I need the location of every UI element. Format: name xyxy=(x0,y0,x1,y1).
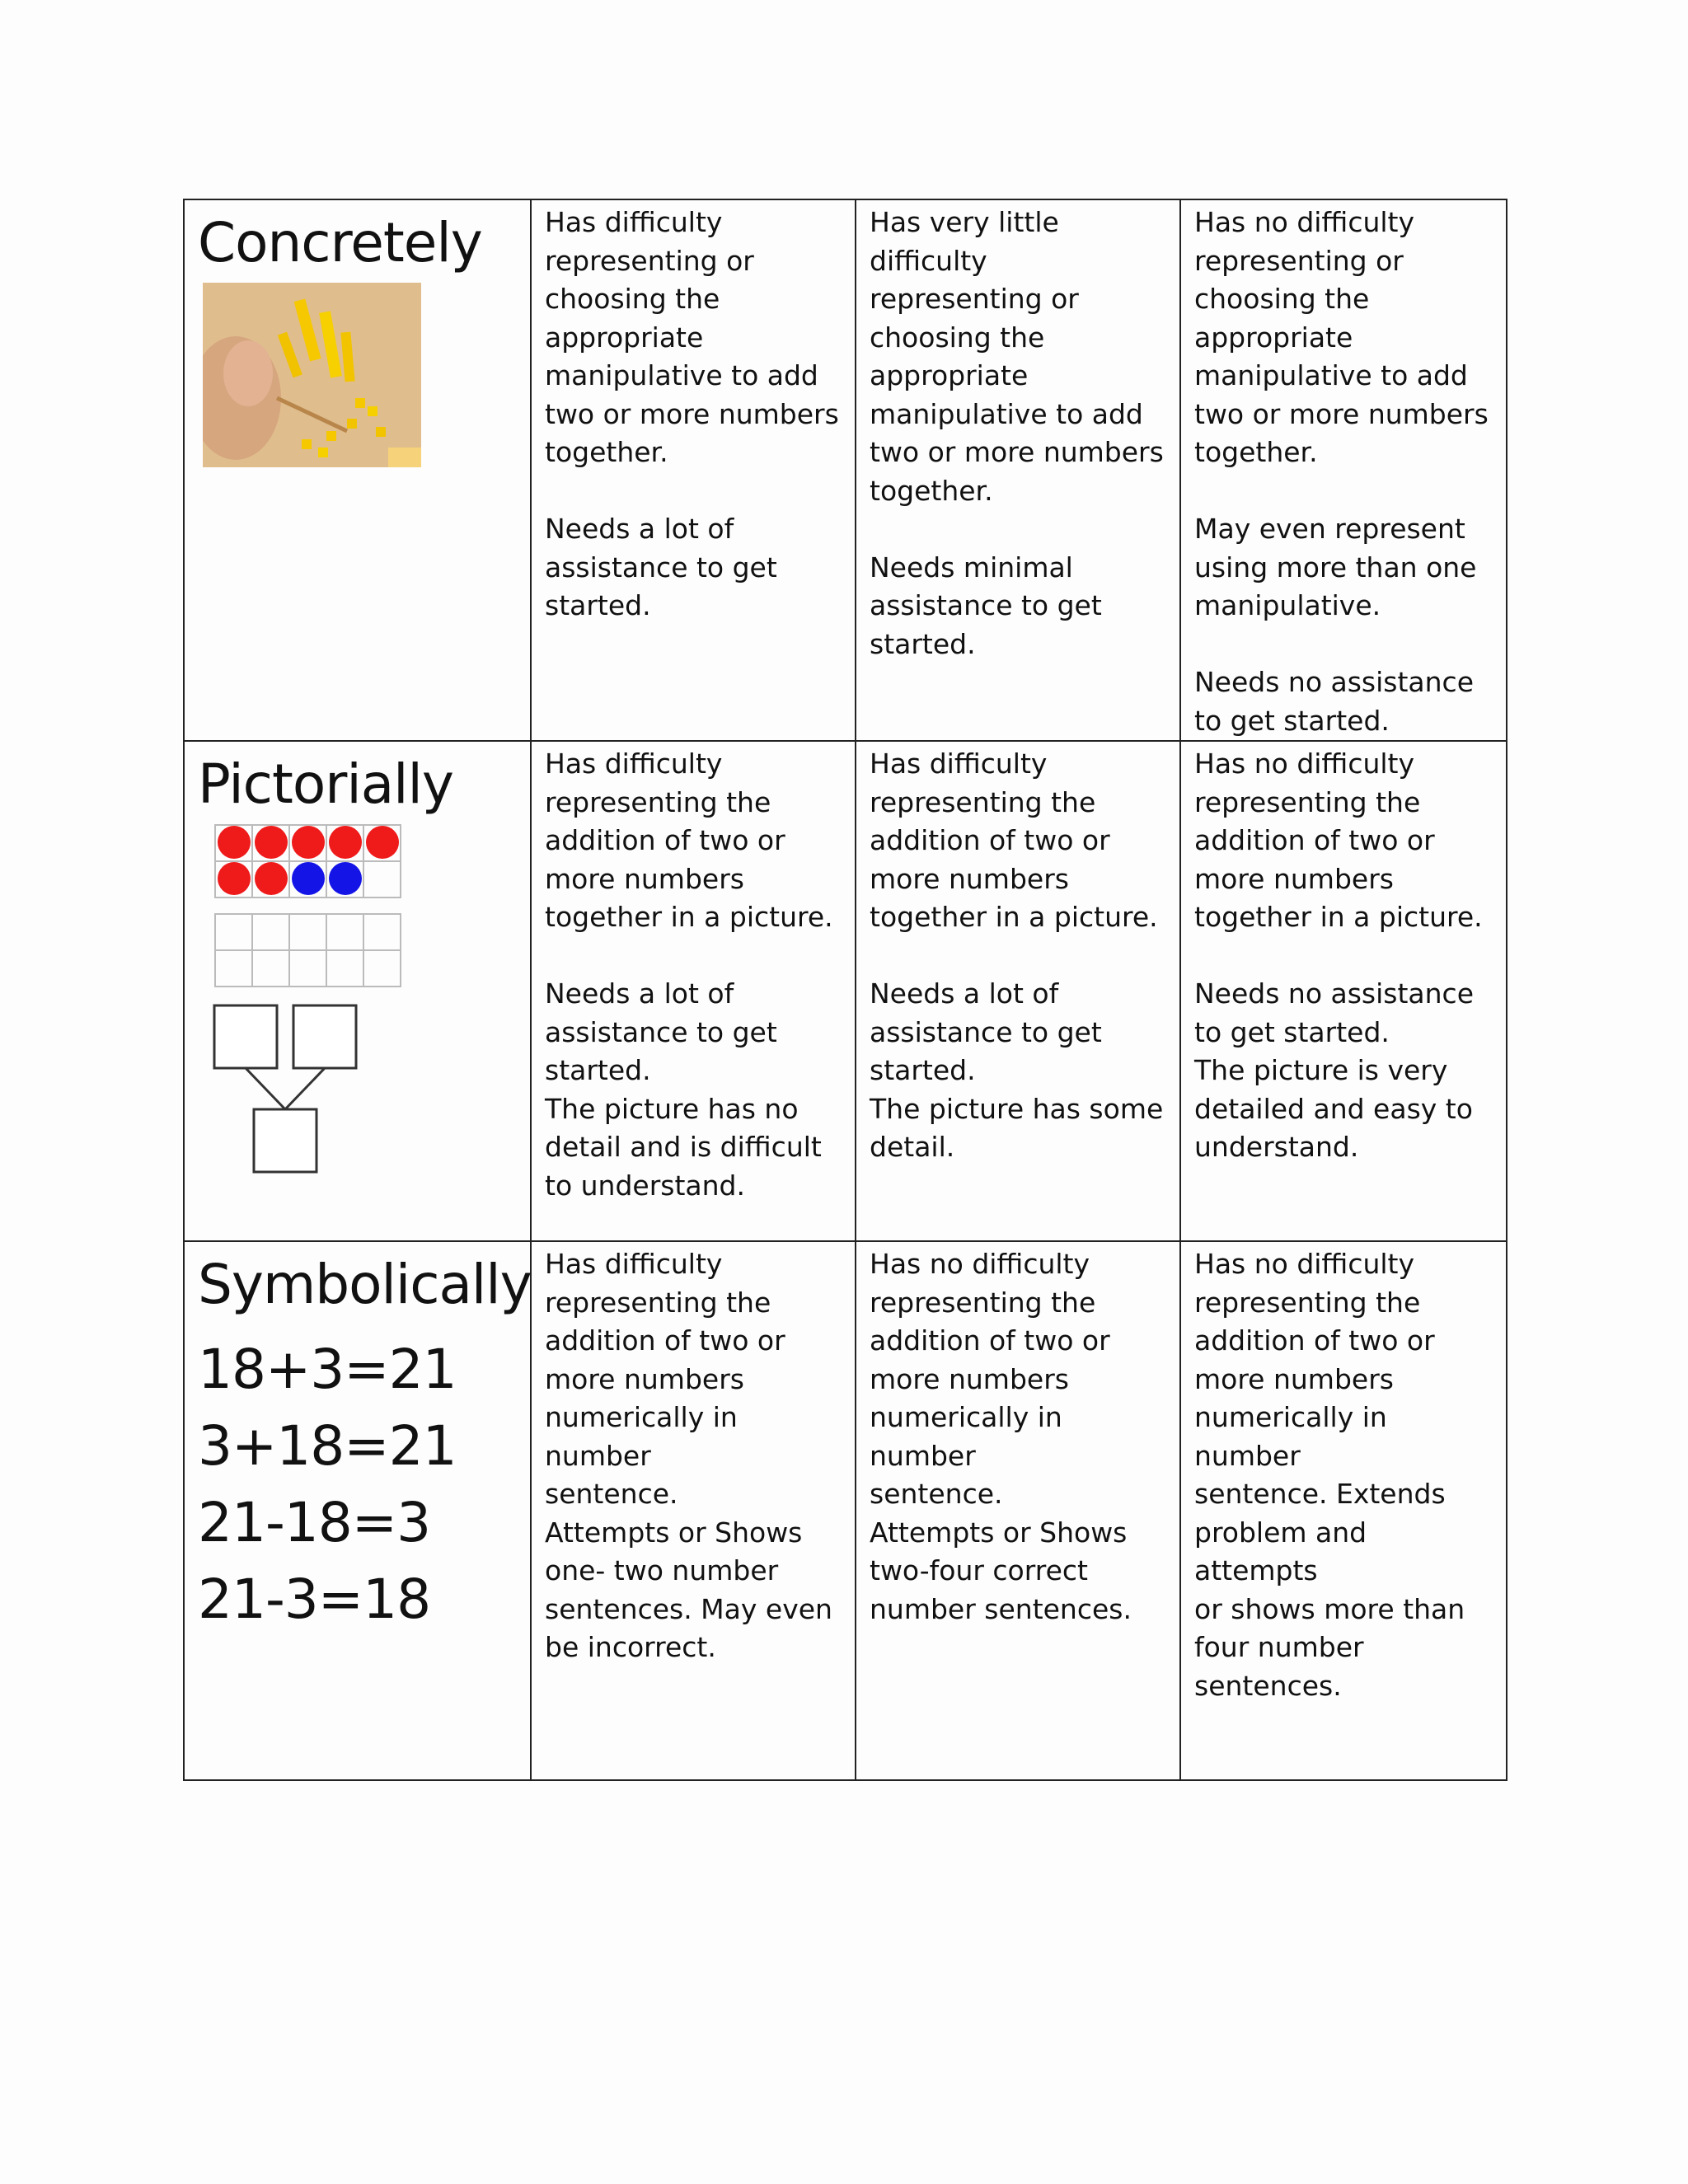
criteria-text: Has no difficulty representing the addition of two or more numbers numerically in number sentence. xyxy=(870,1248,1110,1510)
red-counter xyxy=(329,826,362,859)
ten-frame-cell xyxy=(252,825,289,861)
criteria-text: The picture is very detailed and easy to understand. xyxy=(1194,1054,1473,1163)
criteria-text: Attempts or Shows one- two number sentences. May even be incorrect. xyxy=(545,1516,832,1663)
red-counter xyxy=(218,862,251,895)
ten-frame-cell xyxy=(215,914,252,950)
number-bond-diagram xyxy=(213,1004,377,1181)
ten-frame-cell xyxy=(363,825,401,861)
criteria-text: The picture has some detail. xyxy=(870,1092,1164,1163)
criteria-text: Has difficulty representing the addition of two or more numbers together in a picture. xyxy=(545,748,833,933)
criteria-text: May even represent using more than one manipulative. xyxy=(1194,513,1477,621)
level-cell xyxy=(184,1241,531,1780)
level-title: Symbolically xyxy=(198,1253,532,1316)
ten-frames xyxy=(214,824,530,987)
criteria-text: Has difficulty representing the addition of two or more numbers together in a picture. xyxy=(870,748,1158,933)
criteria-text: Attempts or Shows two-four correct number sentences. xyxy=(870,1516,1132,1625)
ten-frame-cell xyxy=(252,950,289,987)
ten-frame-cell xyxy=(252,861,289,898)
ten-frame-cell xyxy=(363,861,401,898)
criteria-cell-beginning xyxy=(531,199,856,741)
number-sentence: 18+3=21 xyxy=(198,1338,457,1401)
ten-frame-cell xyxy=(289,825,326,861)
red-counter xyxy=(292,826,325,859)
ten-frame-cell xyxy=(326,861,363,898)
level-title: Pictorially xyxy=(198,752,453,816)
criteria-cell-proficient xyxy=(1180,199,1507,741)
ten-frame-cell xyxy=(252,914,289,950)
blue-counter xyxy=(292,862,325,895)
criteria-cell-beginning xyxy=(531,741,856,1241)
ten-frame-filled xyxy=(214,824,401,898)
criteria-text: Has no difficulty representing or choosing the appropriate manipulative to add two or more numbers together. xyxy=(1194,206,1489,468)
criteria-text: Has no difficulty representing the addition of two or more numbers numerically in number sentence. Extends problem and attempts or shows more than four number sentences. xyxy=(1194,1248,1465,1702)
rubric-table xyxy=(183,199,1507,1781)
criteria-text: Has very little difficulty representing or choosing the appropriate manipulative to add two or more numbers together. xyxy=(870,206,1164,507)
ten-frame-cell xyxy=(326,914,363,950)
rubric-row-pictorially xyxy=(184,741,1507,1241)
level-cell xyxy=(184,199,531,741)
manipulatives-image xyxy=(203,283,421,467)
criteria-cell-beginning xyxy=(531,1241,856,1780)
criteria-text: Needs a lot of assistance to get started. xyxy=(545,977,777,1086)
red-counter xyxy=(366,826,399,859)
criteria-text: Needs a lot of assistance to get started. xyxy=(545,513,777,621)
ten-frame-cell xyxy=(289,861,326,898)
ten-frame-cell xyxy=(215,825,252,861)
number-sentence: 21-18=3 xyxy=(198,1491,431,1554)
blue-counter xyxy=(329,862,362,895)
ten-frame-cell xyxy=(363,950,401,987)
criteria-cell-developing xyxy=(856,199,1180,741)
criteria-text: Needs no assistance to get started. xyxy=(1194,977,1475,1048)
number-bond-part-box xyxy=(293,1005,356,1068)
criteria-text: Has no difficulty representing the addition of two or more numbers together in a picture. xyxy=(1194,748,1483,933)
ten-frame-cell xyxy=(215,861,252,898)
red-counter xyxy=(255,862,288,895)
ten-frame-empty xyxy=(214,913,401,987)
number-bond-whole-box xyxy=(254,1109,316,1172)
criteria-text: Has difficulty representing or choosing the appropriate manipulative to add two or more numbers together. xyxy=(545,206,839,468)
red-counter xyxy=(218,826,251,859)
number-sentence: 21-3=18 xyxy=(198,1568,431,1631)
criteria-text: Needs no assistance to get started. xyxy=(1194,666,1475,737)
level-title: Concretely xyxy=(198,211,482,274)
ten-frame-cell xyxy=(289,914,326,950)
number-bond-part-box xyxy=(214,1005,277,1068)
ten-frame-cell xyxy=(215,950,252,987)
criteria-text: Has difficulty representing the addition of two or more numbers numerically in number sentence. xyxy=(545,1248,785,1510)
manipulatives-photo xyxy=(203,283,421,467)
ten-frame-cell xyxy=(326,950,363,987)
ten-frame-cell xyxy=(326,825,363,861)
rubric-row-concretely xyxy=(184,199,1507,741)
criteria-cell-proficient xyxy=(1180,1241,1507,1780)
criteria-text: Needs a lot of assistance to get started. xyxy=(870,977,1102,1086)
rubric-row-symbolically xyxy=(184,1241,1507,1780)
number-sentences xyxy=(198,1331,530,1638)
criteria-cell-proficient xyxy=(1180,741,1507,1241)
red-counter xyxy=(255,826,288,859)
ten-frame-cell xyxy=(289,950,326,987)
ten-frame-cell xyxy=(363,914,401,950)
number-sentence: 3+18=21 xyxy=(198,1414,457,1478)
criteria-cell-developing xyxy=(856,741,1180,1241)
level-cell xyxy=(184,741,531,1241)
criteria-text: The picture has no detail and is difficult to understand. xyxy=(545,1092,822,1202)
criteria-text: Needs minimal assistance to get started. xyxy=(870,551,1102,660)
criteria-cell-developing xyxy=(856,1241,1180,1780)
